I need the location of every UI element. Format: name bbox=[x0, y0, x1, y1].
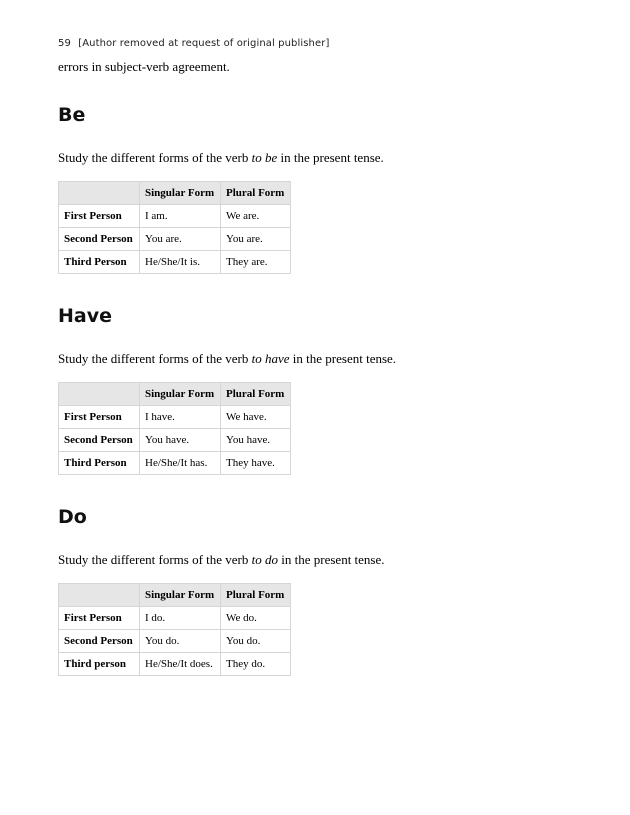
row-header: First Person bbox=[59, 205, 140, 228]
table-header-row bbox=[59, 584, 291, 607]
conjugation-table bbox=[58, 583, 291, 676]
section-have bbox=[58, 305, 578, 469]
plural-cell: We do. bbox=[221, 607, 291, 630]
table-row bbox=[59, 607, 291, 630]
singular-cell: He/She/It has. bbox=[140, 452, 221, 475]
section-heading: Do bbox=[58, 506, 87, 528]
singular-cell: I have. bbox=[140, 406, 221, 429]
column-header-plural: Plural Form bbox=[221, 182, 291, 205]
section-be bbox=[58, 104, 578, 268]
row-header: Second Person bbox=[59, 228, 140, 251]
table-row bbox=[59, 251, 291, 274]
singular-cell: You do. bbox=[140, 630, 221, 653]
row-header: First Person bbox=[59, 406, 140, 429]
plural-cell: They do. bbox=[221, 653, 291, 676]
singular-cell: You have. bbox=[140, 429, 221, 452]
row-header: Third Person bbox=[59, 251, 140, 274]
row-header: Third person bbox=[59, 653, 140, 676]
table-header-row bbox=[59, 182, 291, 205]
singular-cell: You are. bbox=[140, 228, 221, 251]
table-row bbox=[59, 429, 291, 452]
plural-cell: You are. bbox=[221, 228, 291, 251]
plural-cell: They are. bbox=[221, 251, 291, 274]
singular-cell: He/She/It does. bbox=[140, 653, 221, 676]
row-header: Second Person bbox=[59, 429, 140, 452]
page-number: 59 bbox=[58, 38, 71, 49]
column-header-singular: Singular Form bbox=[140, 182, 221, 205]
column-header-singular: Singular Form bbox=[140, 383, 221, 406]
verb-infinitive: to be bbox=[251, 150, 278, 165]
column-header-singular: Singular Form bbox=[140, 584, 221, 607]
verb-infinitive: to do bbox=[251, 552, 279, 567]
row-header: Third Person bbox=[59, 452, 140, 475]
table-row bbox=[59, 653, 291, 676]
running-header bbox=[58, 38, 329, 49]
column-header-empty bbox=[59, 383, 140, 406]
table-header-row bbox=[59, 383, 291, 406]
table-row bbox=[59, 228, 291, 251]
row-header: Second Person bbox=[59, 630, 140, 653]
column-header-plural: Plural Form bbox=[221, 584, 291, 607]
singular-cell: I do. bbox=[140, 607, 221, 630]
plural-cell: You have. bbox=[221, 429, 291, 452]
singular-cell: I am. bbox=[140, 205, 221, 228]
plural-cell: We are. bbox=[221, 205, 291, 228]
table-row bbox=[59, 205, 291, 228]
section-intro: Study the different forms of the verb to have in the present tense. bbox=[58, 351, 397, 366]
conjugation-table bbox=[58, 382, 291, 475]
section-intro: Study the different forms of the verb to be in the present tense. bbox=[58, 150, 384, 165]
row-header: First Person bbox=[59, 607, 140, 630]
conjugation-table bbox=[58, 181, 291, 274]
running-title: [Author removed at request of original publisher] bbox=[78, 38, 330, 49]
column-header-empty bbox=[59, 182, 140, 205]
section-heading: Have bbox=[58, 305, 112, 327]
section-intro: Study the different forms of the verb to do in the present tense. bbox=[58, 552, 385, 567]
plural-cell: You do. bbox=[221, 630, 291, 653]
plural-cell: We have. bbox=[221, 406, 291, 429]
section-do bbox=[58, 506, 578, 670]
verb-infinitive: to have bbox=[251, 351, 290, 366]
column-header-plural: Plural Form bbox=[221, 383, 291, 406]
table-row bbox=[59, 452, 291, 475]
section-heading: Be bbox=[58, 104, 86, 126]
table-row bbox=[59, 406, 291, 429]
singular-cell: He/She/It is. bbox=[140, 251, 221, 274]
plural-cell: They have. bbox=[221, 452, 291, 475]
table-row bbox=[59, 630, 291, 653]
column-header-empty bbox=[59, 584, 140, 607]
continued-paragraph: errors in subject-verb agreement. bbox=[58, 59, 230, 74]
